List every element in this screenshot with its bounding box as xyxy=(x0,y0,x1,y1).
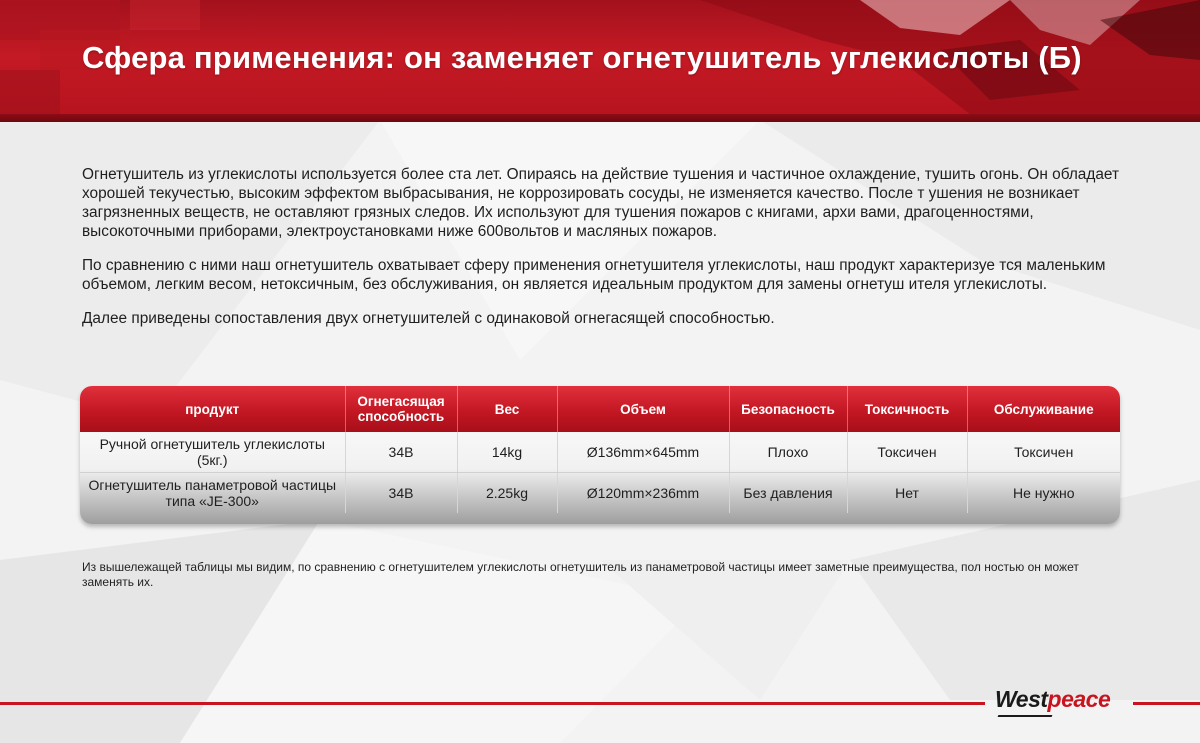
intro-text xyxy=(82,165,1122,343)
westpeace-logo xyxy=(995,686,1110,713)
comparison-table-container xyxy=(80,386,1120,524)
cell-product: Огнетушитель панаметровой частицы типа «JE-300» xyxy=(88,477,337,509)
cell-maintenance: Не нужно xyxy=(967,473,1120,514)
paragraph-comparison-intro: Далее приведены сопоставления двух огнетушителей с одинаковой огнегасящей способностью. xyxy=(82,310,775,327)
logo-underline xyxy=(998,715,1053,717)
paragraph-product-advantages: По сравнению с ними наш огнетушитель охватывает сферу применения огнетушителя углекислоты, наш продукт характеризуе тся маленьким объемом, легким весом, нетоксичным, без обслуживания, он является идеальным продуктом для замены огнетуш ителя углекислоты. xyxy=(82,257,1106,293)
cell-maintenance: Токсичен xyxy=(967,432,1120,473)
footer-divider-left xyxy=(0,702,985,705)
cell-safety: Плохо xyxy=(729,432,847,473)
comparison-table xyxy=(80,386,1120,513)
header-product: продукт xyxy=(80,386,345,432)
paragraph-co2-history: Огнетушитель из углекислоты используется более ста лет. Опираясь на действие тушения и частичное охлаждение, тушить огонь. Он обладает хорошей текучестью, высоким эффектом выбрасывания, не коррозировать сосуды, не изменяется качество. После т ушения не возникает загрязненных веществ, не оставляют грязных следов. Их используют для тушения пожаров с книгами, архи вами, драгоценностями, высокоточными приборами, электроустановками ниже 600вольтов и масляных пожаров. xyxy=(82,166,1119,240)
header-safety: Безопасность xyxy=(729,386,847,432)
cell-toxicity: Токсичен xyxy=(847,432,967,473)
header-toxicity: Токсичность xyxy=(847,386,967,432)
header-maintenance: Обслуживание xyxy=(967,386,1120,432)
header-capacity: Огнегасящая способность xyxy=(345,386,457,432)
header-volume: Объем xyxy=(557,386,729,432)
table-header-row xyxy=(80,386,1120,432)
logo-part-peace: peace xyxy=(1047,686,1111,712)
cell-capacity: 34B xyxy=(345,473,457,514)
page-title: Сфера применения: он заменяет огнетушитель углекислоты (Б) xyxy=(82,40,1082,75)
header-banner xyxy=(0,0,1200,122)
cell-volume: Ø136mm×645mm xyxy=(557,432,729,473)
cell-product: Ручной огнетушитель углекислоты (5кг.) xyxy=(80,432,345,473)
cell-toxicity: Нет xyxy=(847,473,967,514)
logo-part-west: West xyxy=(995,686,1048,712)
cell-volume: Ø120mm×236mm xyxy=(557,473,729,514)
table-row xyxy=(80,432,1120,473)
cell-capacity: 34B xyxy=(345,432,457,473)
cell-weight: 2.25kg xyxy=(457,473,557,514)
cell-weight: 14kg xyxy=(457,432,557,473)
header-weight: Вес xyxy=(457,386,557,432)
footer-divider-right xyxy=(1133,702,1200,705)
conclusion-text: Из вышележащей таблицы мы видим, по сравнению с огнетушителем углекислоты огнетушитель из панаметровой частицы имеет заметные преимущества, пол ностью он может заменять их. xyxy=(82,560,1079,589)
cell-safety: Без давления xyxy=(729,473,847,514)
table-row xyxy=(80,473,1120,514)
